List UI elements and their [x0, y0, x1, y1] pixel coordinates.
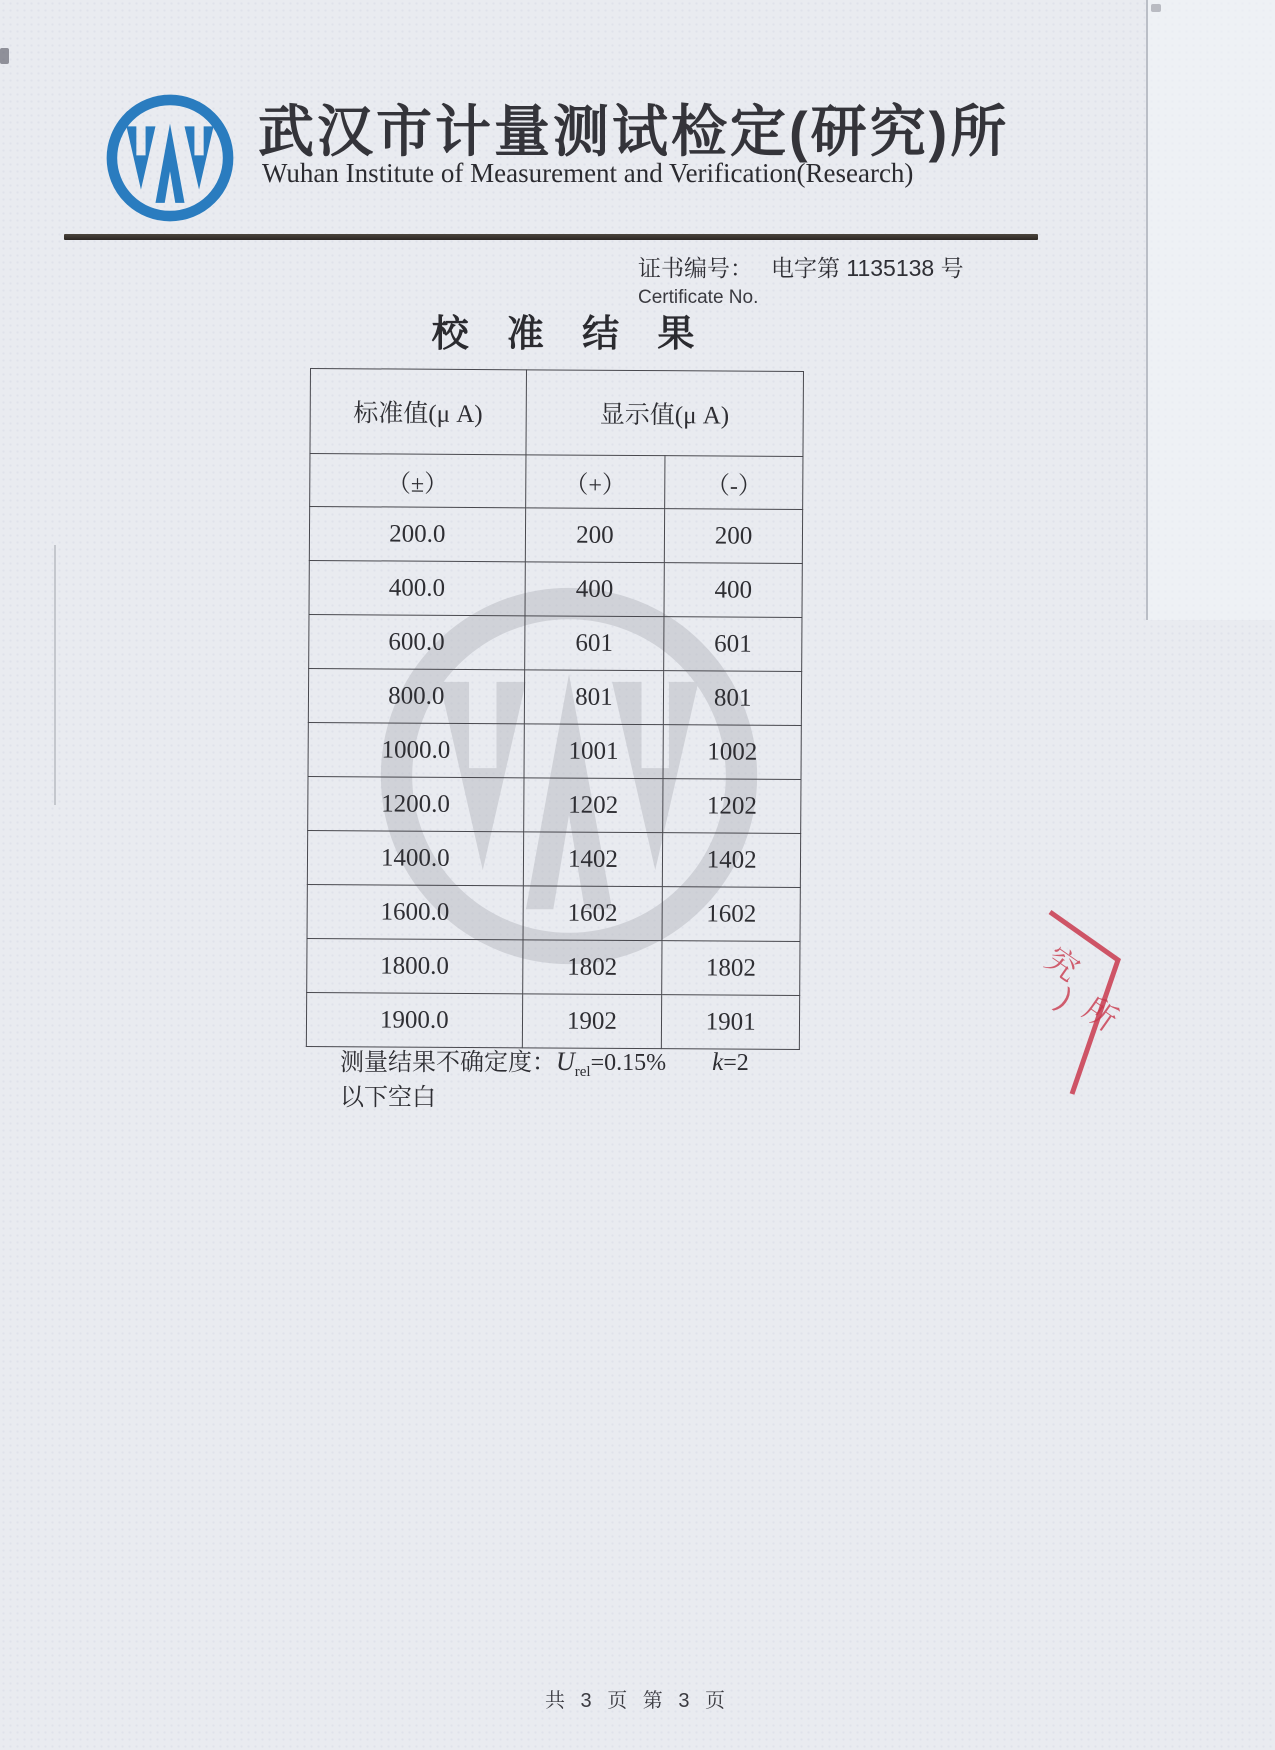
- page-title: 校 准 结 果: [431, 313, 709, 354]
- scan-speck: [1151, 4, 1161, 12]
- table-cell: 1002: [663, 725, 801, 780]
- certificate-number-block: [638, 250, 964, 309]
- table-cell: 801: [664, 671, 802, 726]
- page-number: 共 3 页 第 3 页: [544, 1690, 731, 1712]
- table-cell: 801: [524, 670, 664, 725]
- table-cell: 1802: [662, 941, 800, 996]
- coverage-factor-symbol: k: [712, 1049, 724, 1076]
- table-row: [309, 614, 802, 671]
- table-row: [308, 722, 801, 779]
- table-cell: 1802: [522, 940, 662, 995]
- table-cell: 1602: [523, 886, 663, 941]
- table-row: [307, 884, 800, 941]
- table-cell: 200: [525, 508, 665, 563]
- calibration-table-body: [306, 507, 802, 1050]
- table-header-row-1: [310, 369, 804, 457]
- table-row: [308, 776, 801, 833]
- col-header-plus: （+）: [525, 455, 665, 509]
- paper-edge-strip: [1148, 0, 1275, 620]
- table-cell: 200: [665, 509, 803, 564]
- certificate-number-value: 电字第 1135138 号: [771, 255, 964, 281]
- table-cell: 600.0: [309, 614, 525, 669]
- official-seal-stamp: [985, 872, 1165, 1117]
- certificate-number-label: 证书编号：: [638, 255, 753, 281]
- paper-fold-line: [54, 545, 56, 805]
- stamp-char-2: ): [1050, 982, 1079, 1016]
- table-cell: 1901: [662, 995, 800, 1050]
- table-row: [309, 560, 802, 617]
- scan-speck: [0, 48, 9, 64]
- table-cell: 400: [525, 562, 665, 617]
- coverage-factor-value: =2: [723, 1050, 749, 1076]
- certificate-number-label-en: Certificate No.: [638, 287, 759, 308]
- uncertainty-formula: $U_{rel}=0.15\%$: [556, 1047, 667, 1080]
- uncertainty-label: 测量结果不确定度：: [340, 1049, 556, 1076]
- table-cell: 1902: [522, 994, 662, 1049]
- table-row: [307, 830, 800, 887]
- table-cell: 1600.0: [307, 884, 523, 939]
- table-cell: 1800.0: [307, 938, 523, 993]
- table-cell: 601: [664, 617, 802, 672]
- table-cell: 1402: [523, 832, 663, 887]
- table-cell: 400.0: [309, 560, 525, 615]
- table-cell: 1602: [662, 887, 800, 942]
- col-header-plusminus: （±）: [310, 454, 526, 508]
- table-row: [308, 668, 801, 725]
- blank-below-note: 以下空白: [340, 1084, 436, 1111]
- table-cell: 1400.0: [307, 830, 523, 885]
- table-cell: 1001: [524, 724, 664, 779]
- header-divider: [64, 234, 1038, 240]
- table-cell: 1402: [663, 833, 801, 888]
- col-header-minus: （-）: [665, 456, 803, 510]
- institute-name-en: Wuhan Institute of Measurement and Verification(Research): [262, 158, 914, 188]
- table-cell: 1000.0: [308, 722, 524, 777]
- table-cell: 1202: [523, 778, 663, 833]
- table-cell: 200.0: [309, 507, 525, 562]
- stamp-char-3: 所: [1076, 990, 1124, 1039]
- table-cell: 1202: [663, 779, 801, 834]
- col-header-standard-value: 标准值(μ A): [310, 369, 526, 455]
- table-row: [307, 938, 800, 995]
- table-row: [306, 992, 799, 1049]
- institute-name-zh: 武汉市计量测试检定(研究)所: [258, 100, 1010, 163]
- calibration-table: [306, 368, 804, 1050]
- paper-edge-line: [1146, 0, 1148, 620]
- table-header-row-2: [310, 454, 803, 510]
- stamp-char-1: 究: [1038, 940, 1086, 989]
- table-cell: 1900.0: [306, 992, 522, 1047]
- col-header-displayed-value: 显示值(μ A): [525, 370, 803, 457]
- table-cell: 400: [664, 563, 802, 618]
- uncertainty-statement: [340, 1042, 749, 1081]
- table-cell: 601: [524, 616, 664, 671]
- institute-logo-icon: [104, 92, 236, 224]
- table-row: [309, 507, 802, 564]
- table-cell: 800.0: [308, 668, 524, 723]
- table-cell: 1200.0: [308, 776, 524, 831]
